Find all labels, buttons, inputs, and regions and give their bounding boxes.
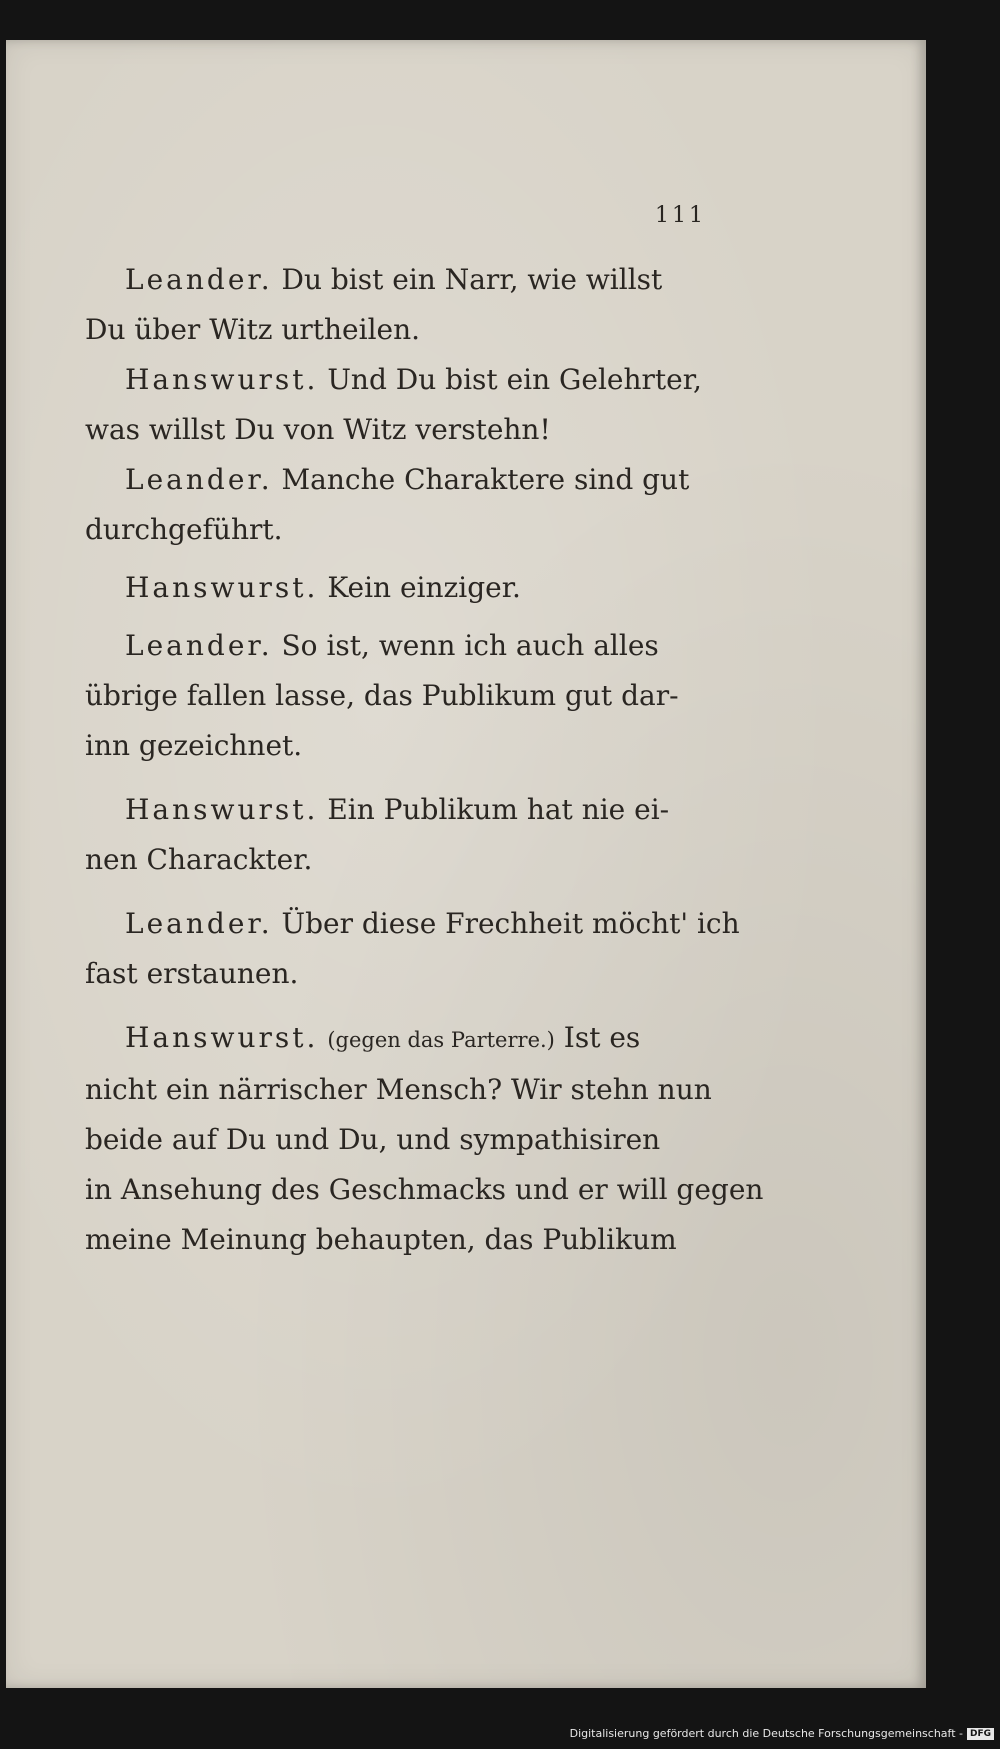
text-line: Du bist ein Narr, wie willst bbox=[281, 263, 663, 296]
text-line: in Ansehung des Geschmacks und er will gegen bbox=[85, 1173, 764, 1206]
speaker-name: Leander. bbox=[125, 907, 273, 940]
speaker-name: Hanswurst. bbox=[125, 1021, 319, 1054]
text-line: nicht ein närrischer Mensch? Wir stehn nun bbox=[85, 1073, 712, 1106]
dialogue-paragraph bbox=[85, 255, 705, 355]
text-line: übrige fallen lasse, das Publikum gut dar- bbox=[85, 679, 679, 712]
dialogue-text bbox=[85, 255, 764, 1265]
speaker-name: Hanswurst. bbox=[125, 793, 319, 826]
text-line: meine Meinung behaupten, das Publikum bbox=[85, 1223, 677, 1256]
text-line: Du über Witz urtheilen. bbox=[85, 313, 421, 346]
text-line: Ist es bbox=[563, 1021, 641, 1054]
speaker-name: Leander. bbox=[125, 263, 273, 296]
speaker-name: Hanswurst. bbox=[125, 571, 319, 604]
dialogue-paragraph bbox=[85, 621, 705, 771]
speaker-name: Leander. bbox=[125, 629, 273, 662]
credit-text: Digitalisierung gefördert durch die Deutsche Forschungsgemeinschaft - bbox=[569, 1727, 963, 1740]
text-line: Kein einziger. bbox=[327, 571, 521, 604]
text-line: Und Du bist ein Gelehrter, bbox=[327, 363, 702, 396]
dfg-logo: DFG bbox=[967, 1728, 994, 1740]
dialogue-paragraph bbox=[85, 455, 705, 555]
speaker-name: Leander. bbox=[125, 463, 273, 496]
text-line: nen Charackter. bbox=[85, 843, 313, 876]
text-line: beide auf Du und Du, und sympathisiren bbox=[85, 1123, 661, 1156]
page-number: 111 bbox=[655, 203, 706, 228]
text-line: fast erstaunen. bbox=[85, 957, 299, 990]
stage-direction: (gegen das Parterre.) bbox=[327, 1028, 555, 1052]
text-line: was willst Du von Witz verstehn! bbox=[85, 413, 551, 446]
text-line: Ein Publikum hat nie ei- bbox=[327, 793, 670, 826]
text-line: Über diese Frechheit möcht' ich bbox=[281, 907, 740, 940]
dialogue-paragraph bbox=[85, 1013, 764, 1265]
text-line: So ist, wenn ich auch alles bbox=[281, 629, 659, 662]
text-line: Manche Charaktere sind gut bbox=[281, 463, 690, 496]
dialogue-paragraph bbox=[85, 563, 705, 613]
dialogue-paragraph bbox=[85, 899, 740, 999]
digitization-credit bbox=[0, 1727, 994, 1740]
dialogue-paragraph bbox=[85, 785, 705, 885]
text-line: inn gezeichnet. bbox=[85, 729, 303, 762]
dialogue-paragraph bbox=[85, 355, 705, 455]
speaker-name: Hanswurst. bbox=[125, 363, 319, 396]
text-line: durchgeführt. bbox=[85, 513, 283, 546]
